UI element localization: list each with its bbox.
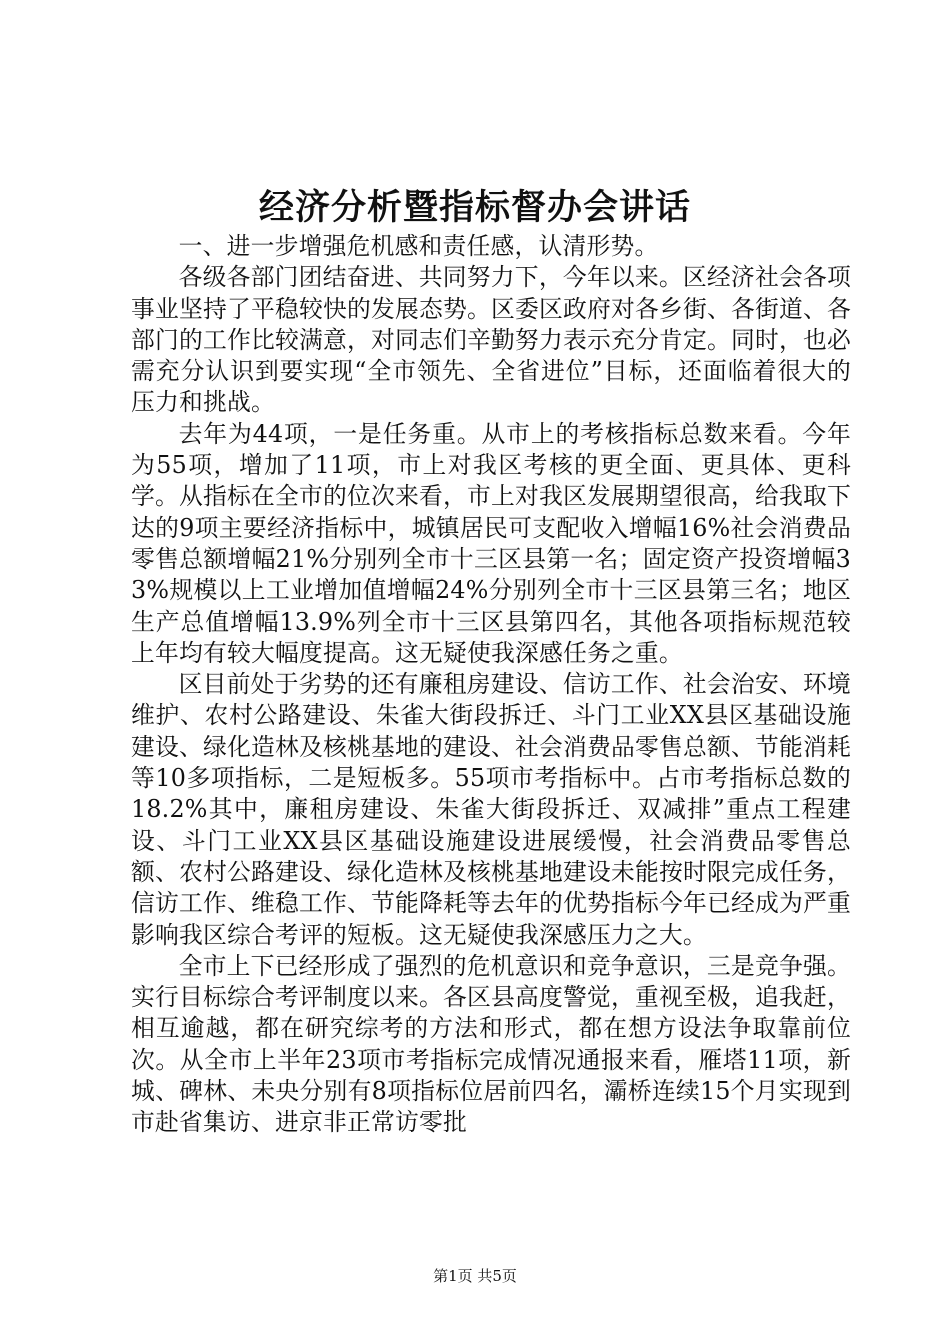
paragraph-4: 区目前处于劣势的还有廉租房建设、信访工作、社会治安、环境维护、农村公路建设、朱雀大街段拆迁、斗门工业XX县区基础设施建设、绿化造林及核桃基地的建设、社会消费品零售总额、节能消耗等10多项指标，二是短板多。55项市考指标中。占市考指标总数的18.2%其中，廉租房建设、朱雀大街段拆迁、双减排”重点工程建设、斗门工业XX县区基础设施建设进展缓慢，社会消费品零售总额、农村公路建设、绿化造林及核桃基地建设未能按时限完成任务，信访工作、维稳工作、节能降耗等去年的优势指标今年已经成为严重影响我区综合考评的短板。这无疑使我深感压力之大。 xyxy=(131,670,851,949)
paragraph-5: 全市上下已经形成了强烈的危机意识和竞争意识，三是竞争强。实行目标综合考评制度以来。各区县高度警觉，重视至极，追我赶，相互逾越，都在研究综考的方法和形式，都在想方设法争取靠前位次。从全市上半年23项市考指标完成情况通报来看，雁塔11项，新城、碑林、未央分别有8项指标位居前四名，灞桥连续15个月实现到市赴省集访、进京非正常访零批 xyxy=(131,951,851,1137)
page-footer: 第1页 共5页 xyxy=(433,1267,517,1285)
paragraph-3: 去年为44项，一是任务重。从市上的考核指标总数来看。今年为55项，增加了11项，市上对我区考核的更全面、更具体、更科学。从指标在全市的位次来看，市上对我区发展期望很高，给我取下达的9项主要经济指标中，城镇居民可支配收入增幅16%社会消费品零售总额增幅21%分别列全市十三区县第一名；固定资产投资增幅33%规模以上工业增加值增幅24%分别列全市十三区县第三名；地区生产总值增幅13.9%列全市十三区县第四名，其他各项指标规范较上年均有较大幅度提高。这无疑使我深感任务之重。 xyxy=(131,419,851,667)
paragraph-2: 各级各部门团结奋进、共同努力下，今年以来。区经济社会各项事业坚持了平稳较快的发展态势。区委区政府对各乡街、各街道、各部门的工作比较满意，对同志们辛勤努力表示充分肯定。同时，也必需充分认识到要实现“全市领先、全省进位”目标，还面临着很大的压力和挑战。 xyxy=(131,263,851,417)
document-body xyxy=(131,231,851,1139)
document-title: 经济分析暨指标督办会讲话 xyxy=(258,188,691,228)
paragraph-1: 一、进一步增强危机感和责任感，认清形势。 xyxy=(178,232,659,260)
